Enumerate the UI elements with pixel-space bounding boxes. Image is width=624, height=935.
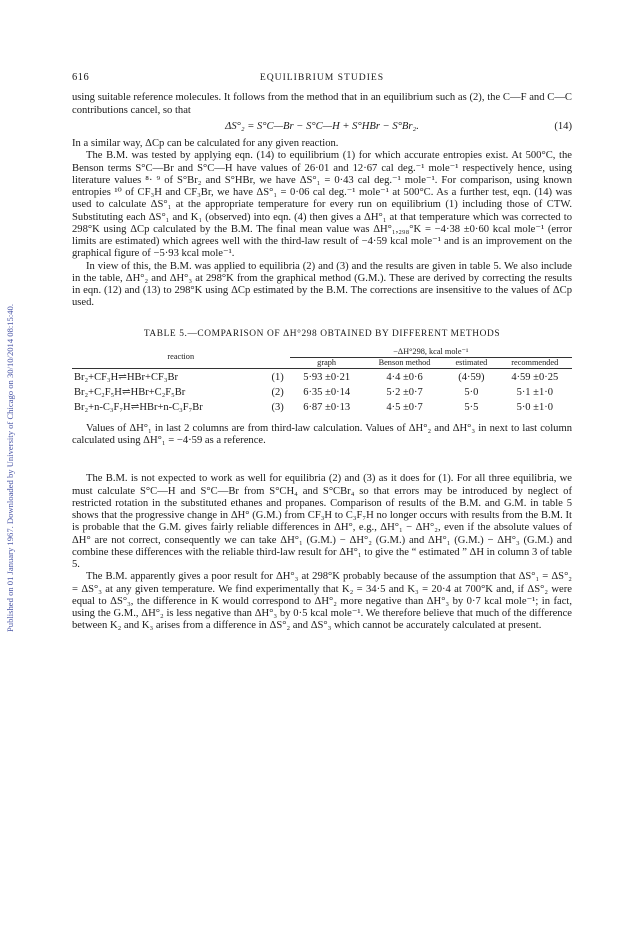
graph-cell: 6·35 ±0·14: [303, 386, 351, 398]
running-header: [72, 72, 572, 84]
page-number: 616: [72, 72, 90, 83]
table-row: [72, 384, 572, 399]
group-header: −ΔH°298, kcal mole⁻¹: [290, 347, 573, 358]
graph-cell: 6·87 ±0·13: [303, 401, 351, 413]
reaction-cell: Br₂+CF₃H⇌HBr+CF₃Br: [74, 371, 178, 383]
reaction-header: reaction: [72, 347, 290, 369]
watermark-text: Published on 01 January 1967. Downloaded by University of Chicago on 30/10/2014 08:15:40.: [5, 304, 15, 632]
reaction-number: (1): [271, 371, 284, 383]
reaction-cell: Br₂+n-C₃F₇H⇌HBr+n-C₃F₇Br: [74, 401, 203, 413]
paragraph-5: The B.M. is not expected to work as well for equilibria (2) and (3) as it does for (1). For all three equilibria, we must calculate S°C—H and S°C—Br from S°CH₄ and S°CBr₄ so that errors may be introduced by neglect of restricted rotation in the substituted ethanes and propanes. Comparison of results of the B.M. and G.M. in table 5 shows that the progressive change in ΔH° (G.M.) from CF₃H to C₃F₇H no longer occurs with results from the B.M. It is probable that the G.M. gives fairly reliable differences in ΔH°, e.g., ΔH°₁ − ΔH°₂, even if the absolute values of ΔH° are not correct, consequently we can take ΔH°₁ (G.M.) − ΔH°₂ (G.M.) and ΔH°₁ (G.M.) − ΔH°₃ (G.M.) and combine these differences with the reliable third-law result for ΔH°₁ to give the “ estimated ” ΔH in column 3 of table 5.: [72, 473, 572, 570]
estimated-cell: 5·0: [464, 386, 479, 398]
col-benson: Benson method: [364, 357, 446, 368]
table-row: [72, 368, 572, 384]
benson-cell: 4·5 ±0·7: [386, 401, 423, 413]
reaction-number: (2): [271, 386, 284, 398]
recommended-cell: 5·0 ±1·0: [516, 401, 553, 413]
table-row: [72, 399, 572, 414]
paragraph-3: The B.M. was tested by applying eqn. (14) to equilibrium (1) for which accurate entropies exist. At 500°C, the Benson terms S°C—Br and S°C—H have values of 26·01 and 12·67 cal deg.⁻¹ mole⁻¹ respectively hence, using literature values ⁸· ⁹ of S°Br₂ and S°HBr, we have ΔS°₁ = 0·43 cal deg.⁻¹ mole⁻¹. For comparison, using known entropies ¹⁰ of CF₃H and CF₃Br, we have ΔS°₁ = 0·06 cal deg.⁻¹ mole⁻¹ at 500°C. As a further test, eqn. (14) was used to calculate ΔS°₁ at the appropriate temperature for every run on equilibrium (1) including those of CTW. Substituting each ΔS°₁ and K₁ (observed) into eqn. (4) then gives a ΔH°₁ at that temperature which was corrected to 298°K using ΔCp calculated by the B.M. The final mean value was ΔH°₁,₂₉₈°K = −4·38 ±0·60 kcal mole⁻¹ (error limits are estimated) which agrees well with the third-law result of −4·59 kcal mole⁻¹ and is an improvement on the graphical figure of −5·93 kcal mole⁻¹.: [72, 150, 572, 260]
paragraph-2: In a similar way, ΔCp can be calculated for any given reaction.: [72, 138, 339, 149]
col-graph: graph: [290, 357, 364, 368]
col-recommended: recommended: [498, 357, 572, 368]
estimated-cell: (4·59): [458, 371, 485, 383]
recommended-cell: 4·59 ±0·25: [511, 371, 559, 383]
equation-body: ΔS°₂ = S°C—Br − S°C—H + S°HBr − S°Br₂.: [225, 120, 419, 132]
paragraph-6: The B.M. apparently gives a poor result for ΔH°₃ at 298°K probably because of the assumption that ΔS°₁ = ΔS°₂ = ΔS°₃ at any given temperature. We find experimentally that K₂ = 34·5 and K₃ = 20·4 at 700°K and, if ΔS°₂ were equal to ΔS°₃, the difference in K would correspond to ΔH°₂ more negative than ΔH°₃ by 0·7 kcal mole⁻¹; in fact, using the G.M., ΔH°₂ is less negative than ΔH°₃ by 0·5 kcal mole⁻¹. We therefore believe that much of the difference between K₂ and K₃ arises from a difference in ΔS°₂ and ΔS°₃ which cannot be accurately calculated at present.: [72, 571, 572, 632]
page-content: [72, 72, 572, 633]
reaction-cell: Br₂+C₂F₅H⇌HBr+C₂F₅Br: [74, 386, 186, 398]
reaction-number: (3): [271, 401, 284, 413]
paragraph-1: using suitable reference molecules. It follows from the method that in an equilibrium such as (2), the C—F and C—C contributions cancel, so that: [72, 92, 572, 116]
table-note: Values of ΔH°₁ in last 2 columns are from third-law calculation. Values of ΔH°₂ and ΔH°₃ in next to last column calculated using ΔH°₁ = −4·59 as a reference.: [72, 422, 572, 446]
col-estimated: estimated: [445, 357, 497, 368]
benson-cell: 4·4 ±0·6: [386, 371, 423, 383]
recommended-cell: 5·1 ±1·0: [516, 386, 553, 398]
equation-number: (14): [554, 120, 572, 132]
table-caption: TABLE 5.—COMPARISON OF ΔH°298 OBTAINED BY DIFFERENT METHODS: [143, 328, 501, 339]
equation-14: [72, 121, 572, 133]
download-watermark: [0, 0, 20, 935]
graph-cell: 5·93 ±0·21: [303, 371, 351, 383]
comparison-table: [72, 347, 572, 414]
running-title: EQUILIBRIUM STUDIES: [259, 72, 385, 83]
estimated-cell: 5·5: [464, 401, 479, 413]
paragraph-4: In view of this, the B.M. was applied to equilibria (2) and (3) and the results are given in table 5. We also include in the table, ΔH°₂ and ΔH°₃ at 298°K from the graphical method (G.M.). These are derived by correcting the results in eqn. (12) and (13) to 298°K using ΔCp estimated by the B.M. The corrections are insensitive to the values of ΔCp used.: [72, 260, 572, 309]
benson-cell: 5·2 ±0·7: [386, 386, 423, 398]
